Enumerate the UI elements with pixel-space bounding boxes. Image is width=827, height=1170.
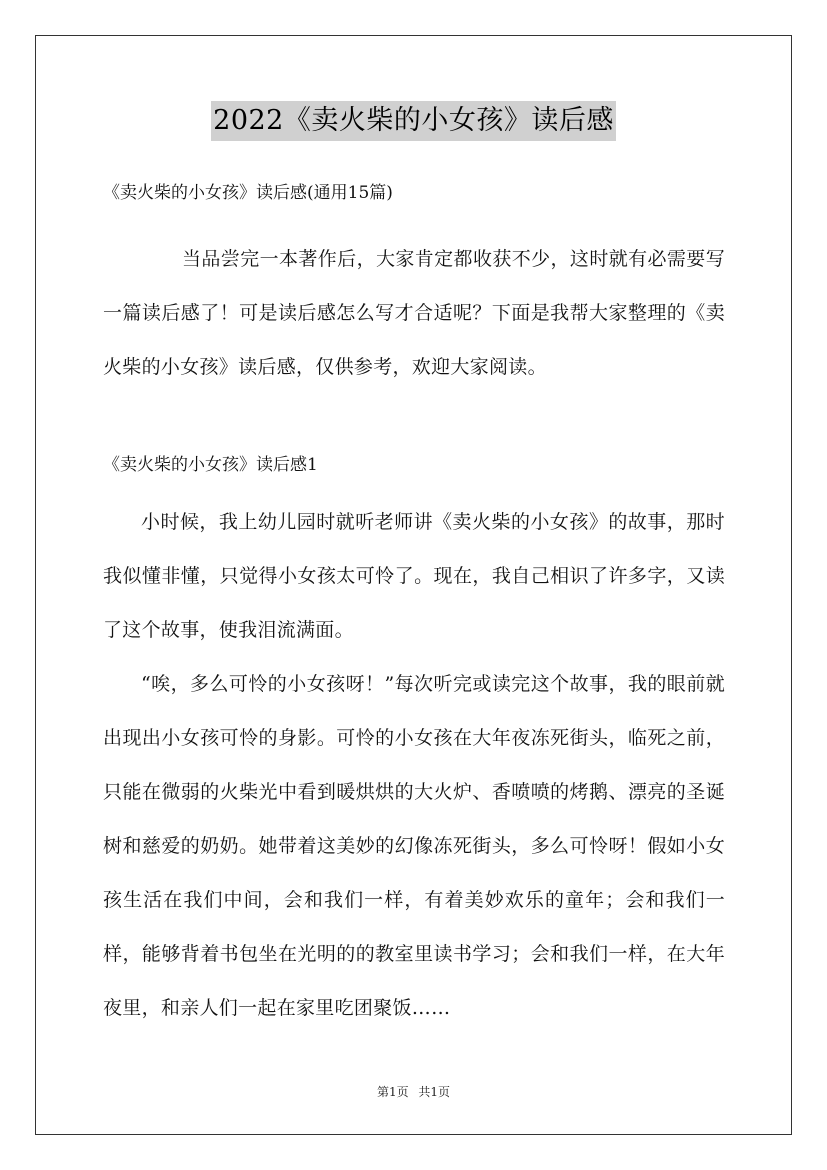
page-total: 共1页 xyxy=(418,1085,451,1099)
page-footer xyxy=(0,1082,827,1102)
body-paragraph-2: “唉，多么可怜的小女孩呀！”每次听完或读完这个故事，我的眼前就出现出小女孩可怜的身影。可怜的小女孩在大年夜冻死街头，临死之前，只能在微弱的火柴光中看到暖烘烘的大火炉、香喷喷的烤鹅、漂亮的圣诞树和慈爱的奶奶。她带着这美妙的幻像冻死街头，多么可怜呀！假如小女孩生活在我们中间，会和我们一样，有着美妙欢乐的童年；会和我们一样，能够背着书包坐在光明的的教室里读书学习；会和我们一样，在大年夜里，和亲人们一起在家里吃团聚饭…… xyxy=(103,673,725,1019)
title-container xyxy=(0,101,827,141)
document-subtitle: 《卖火柴的小女孩》读后感(通用15篇) xyxy=(103,183,393,203)
section-heading: 《卖火柴的小女孩》读后感1 xyxy=(103,455,318,475)
page-number: 第1页 xyxy=(376,1085,409,1099)
intro-paragraph: 当品尝完一本著作后，大家肯定都收获不少，这时就有必需要写一篇读后感了！可是读后感怎么写才合适呢？下面是我帮大家整理的《卖火柴的小女孩》读后感，仅供参考，欢迎大家阅读。 xyxy=(103,248,725,378)
body-paragraph-1: 小时候，我上幼儿园时就听老师讲《卖火柴的小女孩》的故事，那时我似懂非懂，只觉得小女孩太可怜了。现在，我自己相识了许多字，又读了这个故事，使我泪流满面。 xyxy=(103,511,725,641)
document-title: 2022《卖火柴的小女孩》读后感 xyxy=(211,101,616,141)
